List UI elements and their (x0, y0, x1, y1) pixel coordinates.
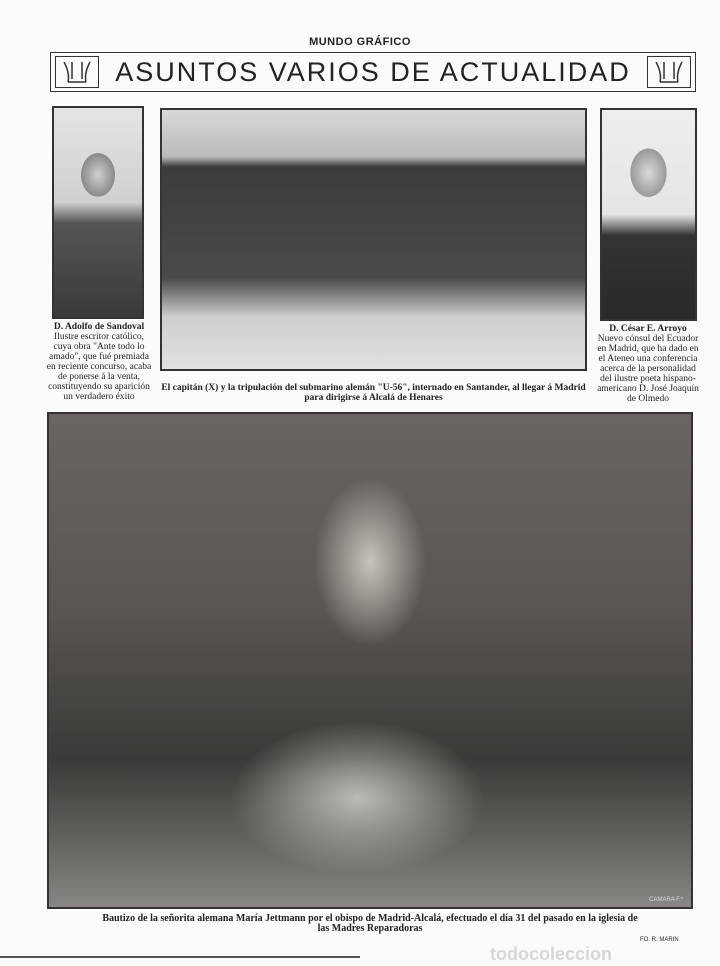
caption-text: Nuevo cónsul del Ecuador en Madrid, que ha dado en el Ateneo una conferencia acerca de la personalidad del ilustre poeta hispano-americano D. José Joaquín de Olmedo (597, 334, 699, 404)
photo-credit: CAMARA F.T. (540, 359, 577, 365)
caption-name: D. César E. Arroyo (609, 324, 687, 334)
caption-text: Ilustre escritor católico, cuya obra "Ante todo lo amado", que fué premiada en reciente concurso, acaba de ponerse á la venta, constituyendo su aparición un verdadero éxito (46, 332, 152, 402)
ornament-icon (55, 56, 99, 88)
caption-arroyo (594, 324, 702, 404)
ornament-icon (647, 56, 691, 88)
caption-name: D. Adolfo de Sandoval (53, 322, 145, 332)
title-banner (50, 52, 696, 92)
caption-submarine: El capitán (X) y la tripulación del submarino alemán "U-56", internado en Santander, al llegar á Madrid para dirigirse á Alcalá de Henares (161, 383, 586, 403)
caption-baptism: Bautizo de la señorita alemana María Jettmann por el obispo de Madrid-Alcalá, efectuado el día 31 del pasado en la iglesia de las Madres Reparadoras (102, 913, 638, 934)
page-title: ASUNTOS VARIOS DE ACTUALIDAD (115, 57, 631, 87)
portrait-arroyo (600, 108, 697, 321)
watermark: todocoleccion (490, 944, 613, 964)
photo-submarine-crew (160, 108, 587, 371)
portrait-sandoval (52, 106, 144, 319)
masthead: MUNDO GRÁFICO (309, 36, 411, 48)
caption-sandoval (44, 322, 154, 402)
divider (0, 956, 360, 958)
photo-baptism (47, 412, 693, 909)
photographer-credit: FO. R. MARIN (640, 937, 679, 943)
photo-credit: CAMARA F.º (649, 897, 683, 903)
